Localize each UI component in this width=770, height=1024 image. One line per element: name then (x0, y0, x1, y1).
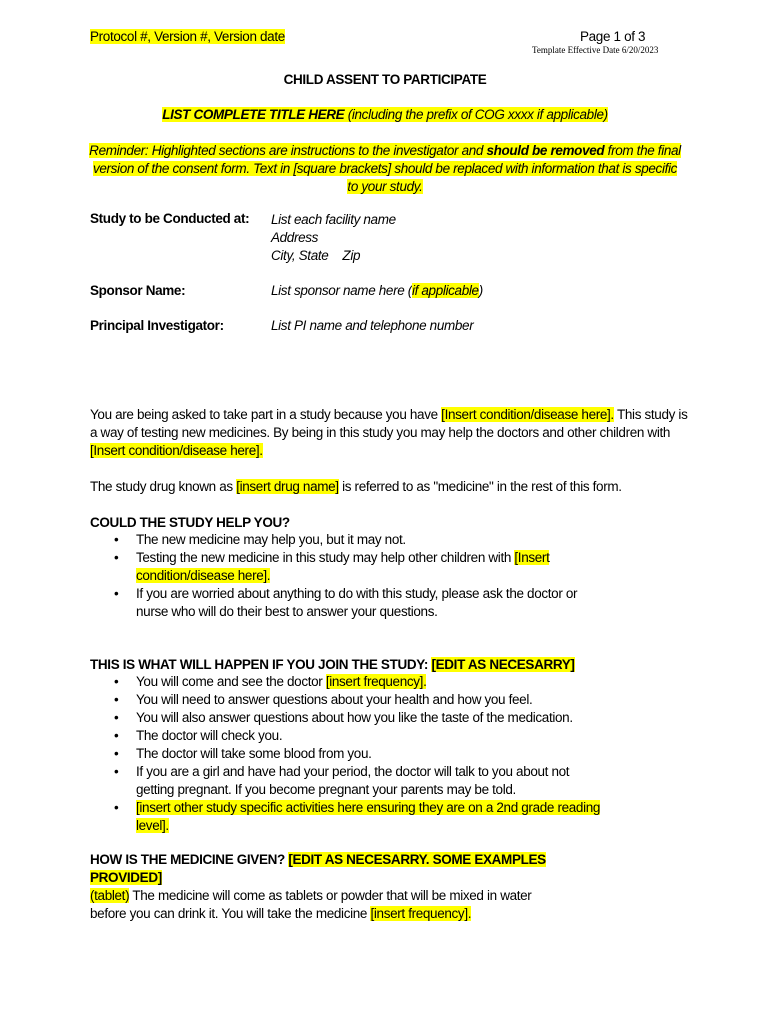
list-item: • You will need to answer questions about your health and how you feel. (90, 691, 610, 709)
template-effective-date: Template Effective Date 6/20/2023 (532, 45, 659, 55)
title-placeholder: LIST COMPLETE TITLE HERE (162, 107, 345, 122)
help-list (90, 531, 590, 621)
study-title-line (0, 107, 770, 122)
happen-list (90, 673, 610, 835)
protocol-header: Protocol #, Version #, Version date (90, 29, 285, 44)
given-heading: HOW IS THE MEDICINE GIVEN? [EDIT AS NECESARRY. SOME EXAMPLES PROVIDED] (90, 852, 546, 885)
happen-heading: THIS IS WHAT WILL HAPPEN IF YOU JOIN THE STUDY: [EDIT AS NECESARRY] (90, 657, 575, 672)
list-item: • If you are a girl and have had your period, the doctor will talk to you about not getting pregnant. If you become pregnant your parents may be told. (90, 763, 610, 799)
help-heading: COULD THE STUDY HELP YOU? (90, 515, 290, 530)
reminder-note: Reminder: Highlighted sections are instructions to the investigator and should be removed from the final version of the consent form. Text in [square brackets] should be replaced with information that is specific to your study. (89, 143, 681, 194)
given-paragraph: (tablet) The medicine will come as tablets or powder that will be mixed in water before you can drink it. You will take the medicine [insert frequency]. (90, 888, 532, 921)
title-prefix-note: (including the prefix of COG xxxx if applicable) (344, 107, 608, 122)
intro-paragraph: You are being asked to take part in a study because you have [Insert condition/disease here]. This study is a way of testing new medicines. By being in this study you may help the doctors and other children with [Insert condition/disease here]. (90, 407, 688, 458)
pi-label: Principal Investigator: (90, 318, 224, 333)
pi-value: List PI name and telephone number (271, 318, 474, 333)
site-value: List each facility name Address City, State Zip (271, 212, 396, 263)
list-item: • The doctor will check you. (90, 727, 610, 745)
site-label: Study to be Conducted at: (90, 211, 250, 226)
list-item: • You will come and see the doctor [insert frequency]. (90, 673, 610, 691)
reminder-bold: should be removed (486, 143, 605, 158)
list-item: • The new medicine may help you, but it may not. (90, 531, 590, 549)
sponsor-label: Sponsor Name: (90, 283, 186, 298)
list-item: • Testing the new medicine in this study may help other children with [Insert condition/disease here]. (90, 549, 590, 585)
list-item: • You will also answer questions about how you like the taste of the medication. (90, 709, 610, 727)
list-item: • The doctor will take some blood from you. (90, 745, 610, 763)
page-number: Page 1 of 3 (580, 29, 646, 44)
drug-name-paragraph: The study drug known as [insert drug name] is referred to as "medicine" in the rest of this form. (90, 479, 622, 494)
sponsor-value: List sponsor name here (if applicable) (271, 283, 483, 298)
list-item: • [insert other study specific activities here ensuring they are on a 2nd grade reading level]. (90, 799, 610, 835)
document-title: CHILD ASSENT TO PARTICIPATE (283, 72, 487, 87)
list-item: • If you are worried about anything to do with this study, please ask the doctor or nurse who will do their best to answer your questions. (90, 585, 590, 621)
